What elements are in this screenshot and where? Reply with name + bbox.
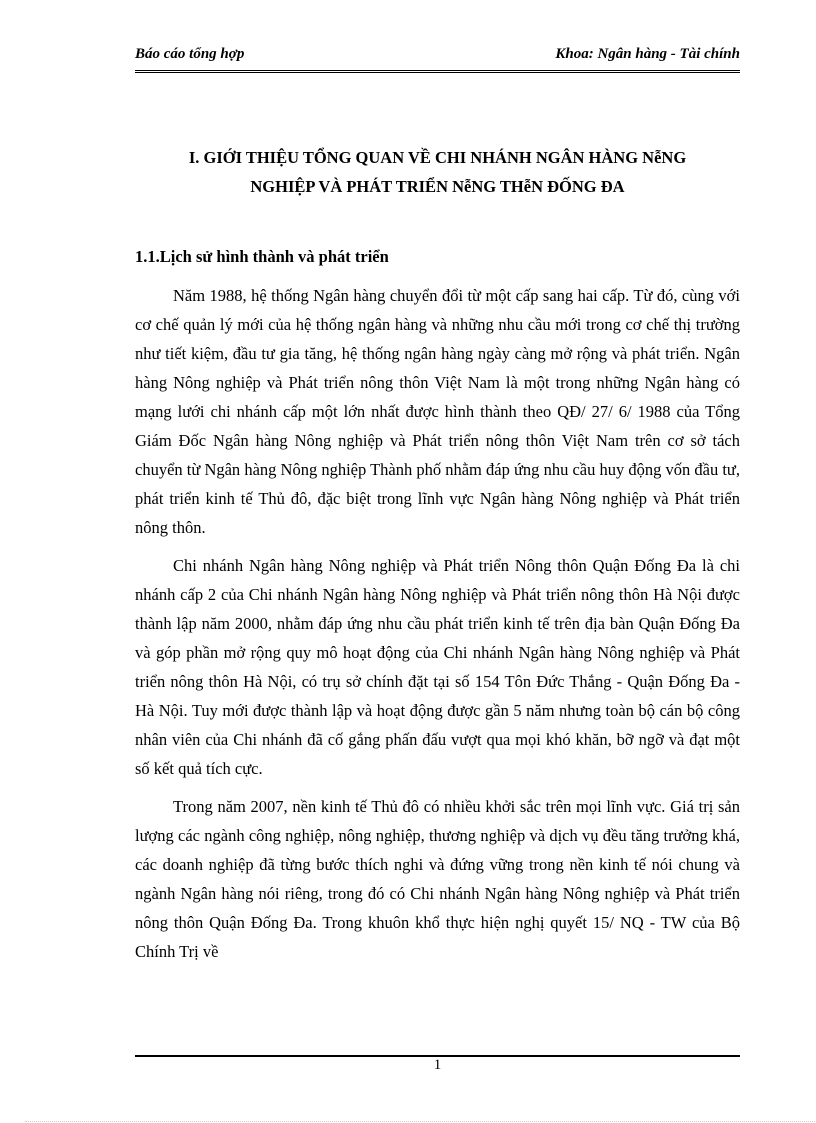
header-report-title: Báo cáo tổng hợp <box>135 46 245 62</box>
body-text <box>135 281 740 975</box>
paragraph-1: Năm 1988, hệ thống Ngân hàng chuyển đổi từ một cấp sang hai cấp. Từ đó, cùng với cơ chế quản lý mới của hệ thống ngân hàng và những nhu cầu mới trong cơ chế thị trường như tiết kiệm, đầu tư gia tăng, hệ thống ngân hàng ngày càng mở rộng và phát triển. Ngân hàng Nông nghiệp và Phát triển nông thôn Việt Nam là một trong những Ngân hàng có mạng lưới chi nhánh cấp một lớn nhất được hình thành theo QĐ/ 27/ 6/ 1988 của Tổng Giám Đốc Ngân hàng Nông nghiệp và Phát triển nông thôn Việt Nam trên cơ sở tách chuyển từ Ngân hàng Nông nghiệp Thành phố nhằm đáp ứng nhu cầu huy động vốn đầu tư, phát triển kinh tế Thủ đô, đặc biệt trong lĩnh vực Ngân hàng Nông nghiệp và Phát triển nông thôn. <box>135 286 740 537</box>
chapter-title-line-1: I. GIỚI THIỆU TỔNG QUAN VỀ CHI NHÁNH NGÂN HÀNG NễNG <box>188 148 687 167</box>
page-break-dotted-line <box>25 1121 815 1122</box>
paragraph-2: Chi nhánh Ngân hàng Nông nghiệp và Phát triển Nông thôn Quận Đống Đa là chi nhánh cấp 2 của Chi nhánh Ngân hàng Nông nghiệp và Phát triển nông thôn Hà Nội được thành lập năm 2000, nhằm đáp ứng nhu cầu phát triển kinh tế trên địa bàn Quận Đống Đa và góp phần mở rộng quy mô hoạt động của Chi nhánh Ngân hàng Nông nghiệp và Phát triển nông thôn Hà Nội, có trụ sở chính đặt tại số 154 Tôn Đức Thắng - Quận Đống Đa - Hà Nội. Tuy mới được thành lập và hoạt động được gần 5 năm nhưng toàn bộ cán bộ công nhân viên của Chi nhánh đã cố gắng phấn đấu vượt qua mọi khó khăn, bỡ ngỡ và đạt một số kết quả tích cực. <box>135 556 740 778</box>
page-number: 1 <box>433 1057 442 1073</box>
paragraph-3: Trong năm 2007, nền kinh tế Thủ đô có nhiều khởi sắc trên mọi lĩnh vực. Giá trị sản lượng các ngành công nghiệp, nông nghiệp, thương nghiệp và dịch vụ đều tăng trưởng khá, các doanh nghiệp đã từng bước thích nghi và đứng vững trong nền kinh tế nói chung và ngành Ngân hàng nói riêng, trong đó có Chi nhánh Ngân hàng Nông nghiệp và Phát triển nông thôn Quận Đống Đa. Trong khuôn khổ thực hiện nghị quyết 15/ NQ - TW của Bộ Chính Trị về <box>135 797 740 961</box>
header-faculty: Khoa: Ngân hàng - Tài chính <box>555 46 740 62</box>
section-heading: 1.1.Lịch sử hình thành và phát triển <box>135 247 389 266</box>
chapter-title <box>135 143 740 201</box>
chapter-title-line-2: NGHIỆP VÀ PHÁT TRIỂN NễNG THễN ĐỐNG ĐA <box>250 177 625 196</box>
page-header <box>135 44 740 73</box>
